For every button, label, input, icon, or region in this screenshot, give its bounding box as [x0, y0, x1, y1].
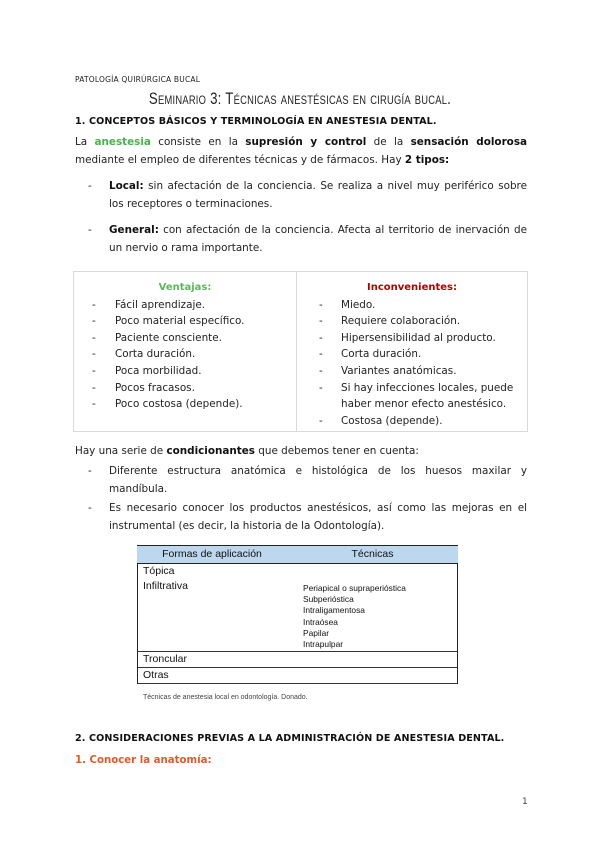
bullet-label: Local: — [109, 180, 144, 192]
intro-paragraph — [75, 133, 527, 169]
disadvantages-title: Inconvenientes: — [366, 282, 458, 293]
bullet-text: Diferente estructura anatómica e histológica de los huesos maxilar y mandíbula. — [109, 465, 527, 495]
bullet-text — [109, 177, 527, 213]
technique-item: Intraósea — [303, 616, 338, 627]
list-item: - Variantes anatómicas. — [319, 363, 527, 380]
text: Hay una serie de — [75, 445, 167, 457]
disadvantages-list — [319, 297, 527, 430]
text: La — [75, 136, 95, 148]
course-label: PATOLOGÍA QUIRÚRGICA BUCAL — [75, 75, 201, 84]
bullet-text: Es necesario conocer los productos anestésicos, así como las mejoras en el instrumental (es decir, la historia de la Odontología). — [109, 502, 527, 532]
bullet-body: sin afectación de la conciencia. Se realiza a nivel muy periférico sobre los receptores o terminaciones. — [109, 180, 527, 210]
column-header-techniques: Técnicas — [351, 548, 394, 560]
list-item: - Si hay infecciones locales, puede haber menor efecto anestésico. — [319, 380, 527, 413]
list-item: - Corta duración. — [74, 346, 296, 363]
table-row: Troncular — [137, 652, 458, 668]
technique-item: Subperióstica — [303, 594, 354, 605]
keyword-tipos: 2 tipos: — [404, 154, 450, 166]
page-number: 1 — [522, 797, 528, 807]
bullet-body: con afectación de la conciencia. Afecta al territorio de inervación de un nervio o rama importante. — [109, 224, 527, 254]
list-item: - Poco material específico. — [74, 313, 296, 330]
list-item: - Pocos fracasos. — [74, 380, 296, 397]
list-item: - Hipersensibilidad al producto. — [319, 330, 527, 347]
dash-bullet: - — [88, 180, 92, 192]
technique-item: Periapical o supraperióstica — [303, 583, 406, 593]
disadvantages-column — [297, 280, 527, 429]
technique-list — [303, 583, 406, 650]
pros-cons-table — [73, 271, 528, 432]
list-item: - Poca morbilidad. — [74, 363, 296, 380]
keyword-sensacion: sensación dolorosa — [410, 136, 528, 148]
list-item: - Costosa (depende). — [319, 413, 527, 430]
list-item: - Paciente consciente. — [74, 330, 296, 347]
keyword-condicionantes: condicionantes — [166, 445, 255, 457]
text: que debemos tener en cuenta: — [255, 445, 419, 457]
section-2-heading: 2. CONSIDERACIONES PREVIAS A LA ADMINISTRACIÓN DE ANESTESIA DENTAL. — [75, 733, 505, 744]
keyword-supresion: supresión y control — [245, 136, 367, 148]
dash-bullet: - — [88, 502, 92, 514]
list-item: - Fácil aprendizaje. — [74, 297, 296, 314]
bullet-text — [109, 221, 527, 257]
table-row — [137, 579, 458, 652]
dash-bullet: - — [88, 465, 92, 477]
page-title: Seminario 3: Técnicas anestésicas en cirugía bucal. — [148, 89, 452, 108]
technique-item: Papilar — [303, 627, 330, 638]
advantages-list — [74, 297, 296, 413]
text: de la — [366, 136, 411, 148]
conditions-intro — [75, 442, 527, 460]
row-label: Infiltrativa — [143, 580, 188, 592]
keyword-anestesia: anestesia — [94, 136, 151, 148]
table-row: Otras — [137, 668, 458, 684]
dash-bullet: - — [88, 224, 92, 236]
list-item: - Requiere colaboración. — [319, 313, 527, 330]
subsection-heading: 1. Conocer la anatomía: — [75, 755, 212, 766]
column-header-forms: Formas de aplicación — [162, 548, 262, 560]
text: consiste en la — [150, 136, 246, 148]
list-item: - Poco costosa (depende). — [74, 396, 296, 413]
bullet-label: General: — [109, 224, 159, 236]
section-1-heading: 1. CONCEPTOS BÁSICOS Y TERMINOLOGÍA EN ANESTESIA DENTAL. — [75, 116, 437, 127]
table-caption: Técnicas de anestesia local en odontología. Donado. — [143, 694, 308, 701]
table-header — [137, 545, 458, 564]
advantages-title: Ventajas: — [158, 282, 212, 293]
technique-item: Intraligamentosa — [303, 605, 365, 616]
table-row: Tópica — [137, 564, 458, 579]
text: mediante el empleo de diferentes técnicas y de fármacos. Hay — [75, 154, 405, 166]
techniques-table — [137, 545, 458, 684]
list-item: - Miedo. — [319, 297, 527, 314]
advantages-column — [74, 280, 296, 413]
technique-item: Intrapulpar — [303, 639, 344, 650]
list-item: - Corta duración. — [319, 346, 527, 363]
